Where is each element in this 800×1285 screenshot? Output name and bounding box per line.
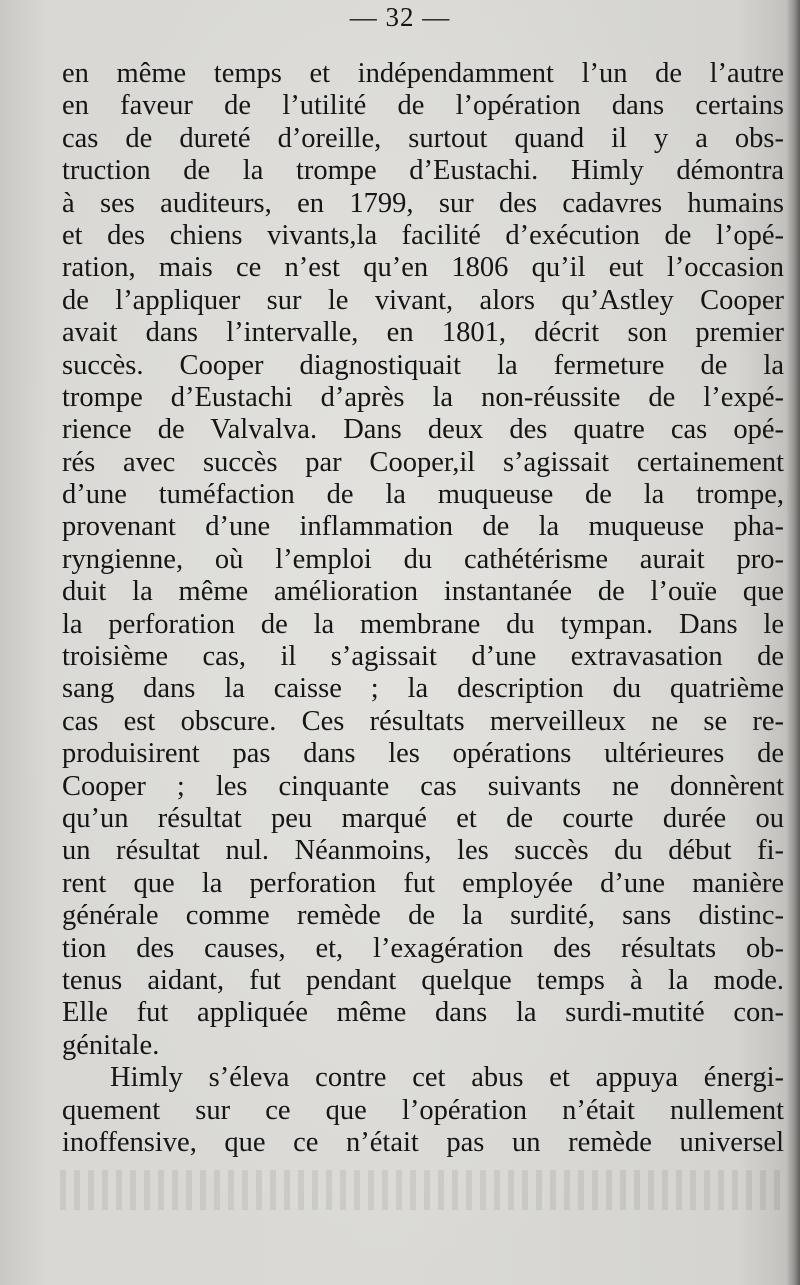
text-line: cas de dureté d’oreille, surtout quand il y a obs- — [62, 122, 784, 154]
text-line: trompe d’Eustachi d’après la non-réussite de l’expé- — [62, 381, 784, 413]
text-line: succès. Cooper diagnostiquait la fermeture de la — [62, 349, 784, 381]
text-line: truction de la trompe d’Eustachi. Himly démontra — [62, 155, 784, 187]
show-through-bleed — [60, 1170, 780, 1210]
body-text — [62, 58, 784, 1159]
text-line: tenus aidant, fut pendant quelque temps à la mode. — [62, 964, 784, 996]
text-line: en faveur de l’utilité de l’opération dans certains — [62, 90, 784, 122]
text-line: à ses auditeurs, en 1799, sur des cadavres humains — [62, 187, 784, 219]
text-line: quement sur ce que l’opération n’était nullement — [62, 1094, 784, 1126]
text-line: rés avec succès par Cooper,il s’agissait certainement — [62, 446, 784, 478]
text-line: Cooper ; les cinquante cas suivants ne donnèrent — [62, 770, 784, 802]
text-line: et des chiens vivants,la facilité d’exécution de l’opé- — [62, 219, 784, 251]
paragraph-end-line: génitale. — [62, 1029, 160, 1061]
text-line: ryngienne, où l’emploi du cathétérisme aurait pro- — [62, 543, 784, 575]
text-line: générale comme remède de la surdité, sans distinc- — [62, 900, 784, 932]
text-line: cas est obscure. Ces résultats merveilleux ne se re- — [62, 705, 784, 737]
text-line: un résultat nul. Néanmoins, les succès du début fi- — [62, 835, 784, 867]
text-line: en même temps et indépendamment l’un de l’autre — [62, 58, 784, 89]
text-line: produisirent pas dans les opérations ultérieures de — [62, 738, 784, 770]
text-line: qu’un résultat peu marqué et de courte durée ou — [62, 802, 784, 834]
text-line: inoffensive, que ce n’était pas un remède universel — [62, 1126, 784, 1158]
text-line: rience de Valvalva. Dans deux des quatre cas opé- — [62, 414, 784, 446]
text-line: de l’appliquer sur le vivant, alors qu’Astley Cooper — [62, 284, 784, 316]
text-line: rent que la perforation fut employée d’une manière — [62, 867, 784, 899]
text-line: ration, mais ce n’est qu’en 1806 qu’il eut l’occasion — [62, 252, 784, 284]
text-line: provenant d’une inflammation de la muqueuse pha- — [62, 511, 784, 543]
text-line: duit la même amélioration instantanée de l’ouïe que — [62, 576, 784, 608]
text-line: sang dans la caisse ; la description du quatrième — [62, 673, 784, 705]
text-line: Elle fut appliquée même dans la surdi-mutité con- — [62, 997, 784, 1029]
paragraph-start-line: Himly s’éleva contre cet abus et appuya énergi- — [110, 1062, 784, 1094]
text-line: la perforation de la membrane du tympan. Dans le — [62, 608, 784, 640]
text-line: d’une tuméfaction de la muqueuse de la trompe, — [62, 479, 784, 511]
text-line: tion des causes, et, l’exagération des résultats ob- — [62, 932, 784, 964]
page-number-header: — 32 — — [349, 2, 451, 32]
text-line: avait dans l’intervalle, en 1801, décrit son premier — [62, 317, 784, 349]
page-edge-shadow — [786, 0, 800, 1285]
text-line: troisième cas, il s’agissait d’une extravasation de — [62, 641, 784, 673]
